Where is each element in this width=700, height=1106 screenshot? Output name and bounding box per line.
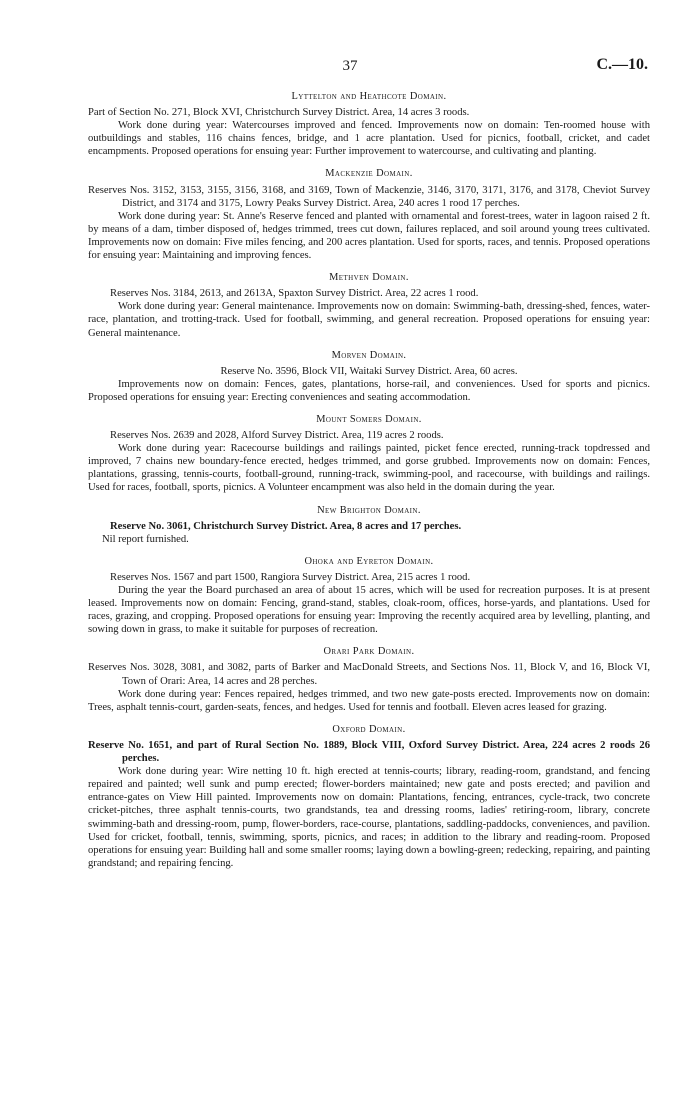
reserve-description-methven: Reserves Nos. 3184, 2613, and 2613A, Spaxton Survey District. Area, 22 acres 1 rood.	[110, 288, 479, 300]
section-heading-mackenzie: Mackenzie Domain.	[325, 168, 413, 180]
reserve-description-lyttelton: Part of Section No. 271, Block XVI, Christchurch Survey District. Area, 14 acres 3 roods.	[88, 107, 470, 119]
section-body-ohoka: During the year the Board purchased an area of about 15 acres, which will be used for recreation purposes. It is at present leased. Improvements now on domain: Fencing, grand-stand, stables, cloak-room, offices, horse-yards, and plantations. Used for races, grazing, and cropping. Proposed operations for ensuing year: Improving the recently acquired area by levelling, planting, and sowing down in grass, to make it suitable for purposes of recreation.	[88, 585, 650, 636]
section-body-lyttelton: Work done during year: Watercourses improved and fenced. Improvements now on domain: Ten-roomed house with outbuildings and stables, 116 chains fences, bridge, and 1 acre plantation. Used for picnics, football, cricket, and cadet encampments. Proposed operations for ensuing year: Further improvement to watercourse, and cultivating and planting.	[88, 120, 650, 158]
reserve-description-new-brighton: Reserve No. 3061, Christchurch Survey District. Area, 8 acres and 17 perches.	[110, 520, 462, 532]
page-content	[88, 90, 650, 870]
reserve-description-orari-park: Reserves Nos. 3028, 3081, and 3082, parts of Barker and MacDonald Streets, and Sections Nos. 11, Block V, and 16, Block VI, Town of Orari: Area, 14 acres and 28 perches.	[88, 662, 650, 687]
reserve-description-mount-somers: Reserves Nos. 2639 and 2028, Alford Survey District. Area, 119 acres 2 roods.	[110, 430, 444, 442]
section-body-mount-somers: Work done during year: Racecourse buildings and railings painted, picket fence erected, running-track topdressed and improved, 7 chains new boundary-fence erected, hedges trimmed, and gorse grubbed. Improvements now on domain: Fences, plantations, grassing, tennis-courts, football-ground, running-track, swimming-pool, and racecourse, with buildings and railings. Used for races, football, sports, picnics. A Volunteer encampment was also held in the domain during the year.	[88, 443, 650, 494]
section-body-morven: Improvements now on domain: Fences, gates, plantations, horse-rail, and conveniences. Used for sports and picnics. Proposed operations for ensuing year: Erecting conveniences and seating accommodation.	[88, 378, 650, 403]
section-heading-morven: Morven Domain.	[331, 349, 407, 361]
section-body-orari-park: Work done during year: Fences repaired, hedges trimmed, and two new gate-posts erected. Improvements now on domain: Trees, asphalt tennis-court, garden-seats, fences, and hedges. Used for tennis and football. Eleven acres leased for grazing.	[88, 688, 650, 713]
section-body-mackenzie: Work done during year: St. Anne's Reserve fenced and planted with ornamental and forest-trees, water in lagoon raised 2 ft. by means of a dam, timber disposed of, hedges trimmed, trees cut down, failures replaced, and soil around young trees cultivated. Improvements now on domain: Five miles fencing, and 200 acres plantation. Used for sports, races, and tennis. Proposed operations for ensuing year: Maintaining and improving fences.	[88, 210, 650, 262]
section-body-methven: Work done during year: General maintenance. Improvements now on domain: Swimming-bath, dressing-shed, fences, water-race, plantation, and trotting-track. Used for football, swimming, and general recreation. Proposed operations for ensuing year: General maintenance.	[88, 301, 650, 339]
section-body-oxford: Work done during year: Wire netting 10 ft. high erected at tennis-courts; library, reading-room, grandstand, and fencing repaired and painted; well sunk and pump erected; flower-borders maintained; new gate and posts erected; and pavilion and entrance-gates on View Hill painted. Improvements now on domain: Plantations, fencing, entrances, cycle-track, two concrete cricket-pitches, three asphalt tennis-courts, two grandstands, tea and dressing rooms, ladies' retiring-room, library, concrete swimming-bath and dressing-room, pump, flower-borders, race-course, plantations, saddling-paddocks, conveniences, and pavilion. Used for cricket, football, tennis, swimming, sports, picnics, and races; in addition to the library and reading-room. Proposed operations for ensuing year: Building hall and some smaller rooms; laying down a bowling-green; redecking, repairing, and painting grandstand; and repairing fencing.	[88, 766, 650, 869]
section-heading-lyttelton: Lyttelton and Heathcote Domain.	[291, 91, 447, 102]
reserve-description-mackenzie: Reserves Nos. 3152, 3153, 3155, 3156, 3168, and 3169, Town of Mackenzie, 3146, 3170, 3171, 3176, and 3178, Cheviot Survey District, and 3174 and 3175, Lowry Peaks Survey District. Area, 240 acres 1 rood 17 perches.	[88, 184, 650, 209]
section-heading-mount-somers: Mount Somers Domain.	[316, 413, 422, 425]
section-heading-oxford: Oxford Domain.	[332, 723, 406, 735]
reserve-description-oxford: Reserve No. 1651, and part of Rural Section No. 1889, Block VIII, Oxford Survey District. Area, 224 acres 2 roods 26 perches.	[88, 739, 650, 765]
section-heading-new-brighton: New Brighton Domain.	[317, 504, 421, 516]
section-heading-ohoka: Ohoka and Eyreton Domain.	[304, 555, 434, 567]
section-heading-orari-park: Orari Park Domain.	[323, 646, 415, 658]
section-body-new-brighton: Nil report furnished.	[102, 533, 189, 545]
reserve-description-morven: Reserve No. 3596, Block VII, Waitaki Survey District. Area, 60 acres.	[220, 365, 518, 377]
page-number: 37	[342, 58, 358, 74]
reserve-description-ohoka: Reserves Nos. 1567 and part 1500, Rangiora Survey District. Area, 215 acres 1 rood.	[110, 571, 471, 583]
document-reference: C.—10.	[596, 56, 648, 73]
section-heading-methven: Methven Domain.	[329, 272, 409, 284]
